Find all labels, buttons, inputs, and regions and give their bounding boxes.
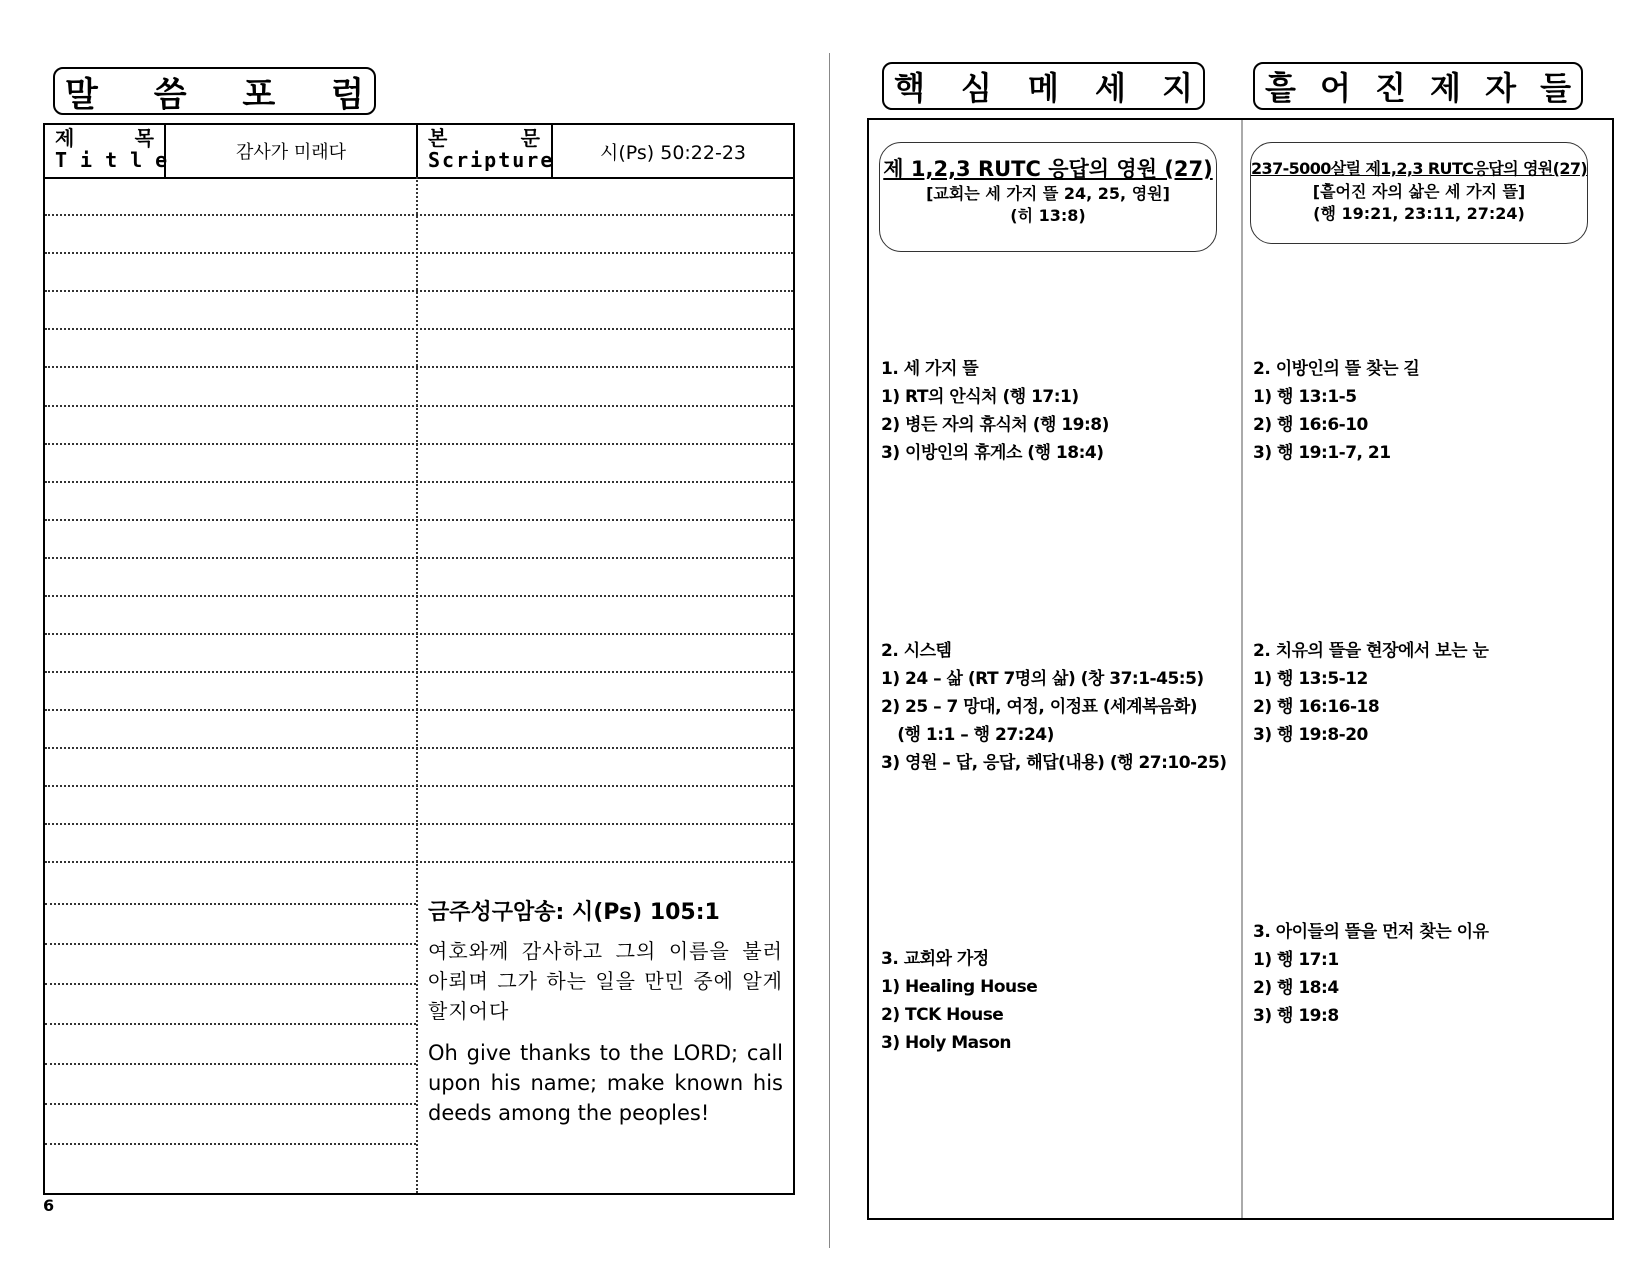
note-line[interactable]	[45, 785, 793, 787]
section-line: 1) 행 13:5-12	[1253, 669, 1368, 689]
section-line: 1) Healing House	[881, 977, 1038, 997]
title-label	[45, 125, 181, 177]
section-line: 3) 행 19:1-7, 21	[1253, 443, 1391, 463]
note-line[interactable]	[45, 595, 793, 597]
title-char: 심	[961, 69, 992, 107]
note-line[interactable]	[45, 328, 793, 330]
memory-verse-english: Oh give thanks to the LORD; call upon his name; make known his deeds among the peoples!	[428, 1041, 783, 1125]
section-line: 1. 세 가지 뜰	[881, 359, 979, 379]
section-line: 2) 행 18:4	[1253, 978, 1339, 998]
disciples-heading-box	[1250, 142, 1588, 244]
page-number: 6	[43, 1196, 55, 1215]
section-line: 3) 이방인의 휴게소 (행 18:4)	[881, 443, 1104, 463]
note-line[interactable]	[45, 443, 793, 445]
disciples-sub1: [흩어진 자의 삶은 세 가지 뜰]	[1312, 182, 1526, 201]
section-line: 2. 치유의 뜰을 현장에서 보는 눈	[1253, 641, 1489, 661]
title-char: 흩	[1265, 69, 1296, 107]
note-line-left[interactable]	[45, 1023, 416, 1025]
note-line[interactable]	[45, 557, 793, 559]
note-line[interactable]	[45, 290, 793, 292]
title-char: 씀	[153, 74, 187, 115]
title-char: 진	[1375, 69, 1406, 107]
note-line[interactable]	[45, 252, 793, 254]
note-line-left[interactable]	[45, 1063, 416, 1065]
core-section-3	[881, 945, 1037, 1057]
disciples-section-3	[1253, 918, 1488, 1030]
title-value: 감사가 미래다	[235, 142, 347, 163]
disciples-section-2	[1253, 637, 1488, 749]
title-char: 자	[1485, 69, 1516, 107]
title-char: 포	[242, 74, 276, 115]
section-line: 1) 24 – 삶 (RT 7명의 삶) (창 37:1-45:5)	[881, 669, 1204, 689]
scripture-label-en: Scripture	[428, 148, 555, 172]
scripture-label	[418, 125, 555, 177]
section-line: 1) 행 13:1-5	[1253, 387, 1357, 407]
core-message-heading: 제 1,2,3 RUTC 응답의 영원 (27)	[883, 157, 1213, 181]
title-char: 메	[1028, 69, 1059, 107]
title-char: 어	[1320, 69, 1351, 107]
title-char: 제	[1430, 69, 1461, 107]
note-line[interactable]	[45, 481, 793, 483]
section-line: 2) 행 16:16-18	[1253, 697, 1380, 717]
title-char: 말	[65, 74, 98, 115]
disciples-heading: 237-5000살릴 제1,2,3 RUTC응답의 영원(27)	[1251, 159, 1588, 178]
core-message-sub1: [교회는 세 가지 뜰 24, 25, 영원]	[926, 184, 1170, 203]
section-line: 3) 행 19:8	[1253, 1006, 1339, 1026]
sermon-notes-sheet	[43, 123, 795, 1195]
message-sheet	[867, 118, 1614, 1220]
note-line-left[interactable]	[45, 983, 416, 985]
section-line: (행 1:1 – 행 27:24)	[881, 725, 1054, 745]
note-line[interactable]	[45, 671, 793, 673]
section-line: 3. 교회와 가정	[881, 949, 989, 969]
memory-verse-korean: 여호와께 감사하고 그의 이름을 불러 아뢰며 그가 하는 일을 만민 중에 알게 할지어다	[428, 939, 783, 1023]
scripture-label-ko-1: 본	[428, 126, 448, 150]
section-line: 3) 행 19:8-20	[1253, 725, 1368, 745]
scripture-label-ko-2: 문	[520, 126, 540, 150]
section-line: 2) 25 – 7 망대, 여정, 이정표 (세계복음화)	[881, 697, 1198, 717]
title-char: 세	[1095, 69, 1126, 107]
page-gutter	[829, 53, 830, 1248]
section-line: 1) RT의 안식처 (행 17:1)	[881, 387, 1079, 407]
core-message-heading-box	[879, 142, 1217, 252]
note-line[interactable]	[45, 709, 793, 711]
page-title-left	[53, 67, 376, 115]
section-line: 2. 시스템	[881, 641, 952, 661]
note-line[interactable]	[45, 366, 793, 368]
note-line-left[interactable]	[45, 1143, 416, 1145]
title-char: 핵	[894, 69, 925, 107]
core-message-title	[882, 62, 1205, 110]
column-divider	[1241, 120, 1243, 1218]
section-line: 2) TCK House	[881, 1005, 1004, 1025]
title-field[interactable]	[166, 125, 416, 177]
sheet-header-row	[45, 125, 793, 179]
section-line: 1) 행 17:1	[1253, 950, 1339, 970]
disciples-section-1	[1253, 355, 1419, 467]
note-line[interactable]	[45, 823, 793, 825]
title-label-ko-1: 제	[55, 126, 75, 150]
section-line: 2. 이방인의 뜰 찾는 길	[1253, 359, 1420, 379]
title-label-en: Title	[55, 148, 181, 172]
section-line: 3. 아이들의 뜰을 먼저 찾는 이유	[1253, 922, 1489, 942]
note-line-left[interactable]	[45, 903, 416, 905]
note-line[interactable]	[45, 633, 793, 635]
memory-verse	[428, 895, 783, 1128]
disciples-sub2: (행 19:21, 23:11, 27:24)	[1313, 204, 1525, 223]
scripture-field[interactable]	[553, 125, 793, 177]
scripture-value: 시(Ps) 50:22-23	[599, 141, 747, 164]
title-label-ko-2: 목	[134, 126, 154, 150]
title-char: 지	[1162, 69, 1193, 107]
note-line[interactable]	[45, 861, 793, 863]
section-line: 3) 영원 – 답, 응답, 해답(내용) (행 27:10-25)	[881, 753, 1227, 773]
section-line: 2) 병든 자의 휴식처 (행 19:8)	[881, 415, 1109, 435]
note-line[interactable]	[45, 214, 793, 216]
core-message-sub2: (히 13:8)	[1010, 206, 1086, 225]
section-line: 2) 행 16:6-10	[1253, 415, 1368, 435]
note-line[interactable]	[45, 747, 793, 749]
memory-verse-heading: 금주성구암송: 시(Ps) 105:1	[428, 900, 720, 925]
note-line[interactable]	[45, 405, 793, 407]
scattered-disciples-title	[1253, 62, 1583, 110]
note-line-left[interactable]	[45, 943, 416, 945]
core-section-2	[881, 637, 1227, 777]
core-section-1	[881, 355, 1109, 467]
title-char: 들	[1540, 69, 1571, 107]
note-line[interactable]	[45, 519, 793, 521]
note-line-left[interactable]	[45, 1103, 416, 1105]
title-char: 럼	[331, 74, 364, 115]
section-line: 3) Holy Mason	[881, 1033, 1012, 1053]
